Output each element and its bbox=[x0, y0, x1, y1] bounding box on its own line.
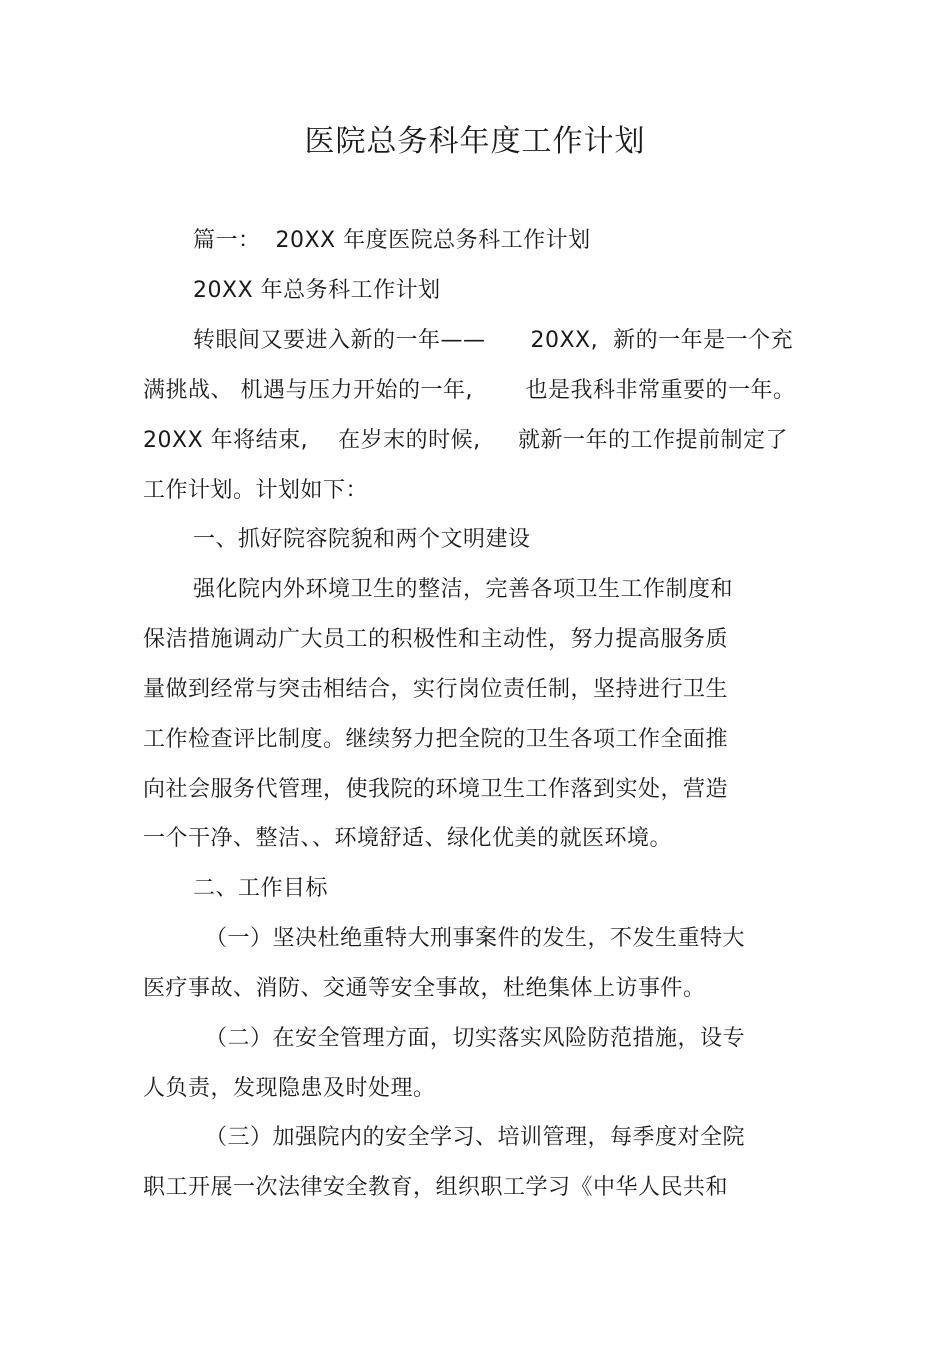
section-heading: 二、工作目标 bbox=[193, 876, 329, 901]
text-line: 20XX 年总务科工作计划 bbox=[193, 278, 441, 303]
text-line: 保洁措施调动广大员工的积极性和主动性，努力提高服务质 bbox=[143, 627, 729, 652]
document-title: 医院总务科年度工作计划 bbox=[304, 124, 646, 159]
text-line: 强化院内外环境卫生的整洁，完善各项卫生工作制度和 bbox=[193, 577, 734, 602]
text-line: （一）坚决杜绝重特大刑事案件的发生，不发生重特大 bbox=[205, 926, 746, 951]
text-line: 满挑战、 机遇与压力开始的一年, 也是我科非常重要的一年。 bbox=[143, 378, 796, 403]
text-line: 人负责，发现隐患及时处理。 bbox=[143, 1076, 436, 1101]
text-line: 工作计划。计划如下： bbox=[143, 478, 369, 503]
text-line: （三）加强院内的安全学习、培训管理，每季度对全院 bbox=[205, 1125, 746, 1150]
text-line: 20XX 年将结束, 在岁末的时候, 就新一年的工作提前制定了 bbox=[143, 428, 789, 453]
text-line: （二）在安全管理方面，切实落实风险防范措施，设专 bbox=[205, 1026, 746, 1051]
text-line: 一个干净、整洁、、环境舒适、绿化优美的就医环境。 bbox=[143, 826, 673, 851]
text-line: 职工开展一次法律安全教育，组织职工学习《中华人民共和 bbox=[143, 1175, 729, 1200]
text-line: 向社会服务代管理，使我院的环境卫生工作落到实处，营造 bbox=[143, 777, 729, 802]
text-line: 量做到经常与突击相结合，实行岗位责任制，坚持进行卫生 bbox=[143, 677, 729, 702]
text-line: 医疗事故、消防、交通等安全事故，杜绝集体上访事件。 bbox=[143, 976, 706, 1001]
text-line: 转眼间又要进入新的一年—— 20XX, 新的一年是一个充 bbox=[193, 328, 794, 353]
text-line: 工作检查评比制度。继续努力把全院的卫生各项工作全面推 bbox=[143, 727, 729, 752]
text-line: 篇一： 20XX 年度医院总务科工作计划 bbox=[193, 228, 591, 253]
section-heading: 一、抓好院容院貌和两个文明建设 bbox=[193, 527, 531, 552]
